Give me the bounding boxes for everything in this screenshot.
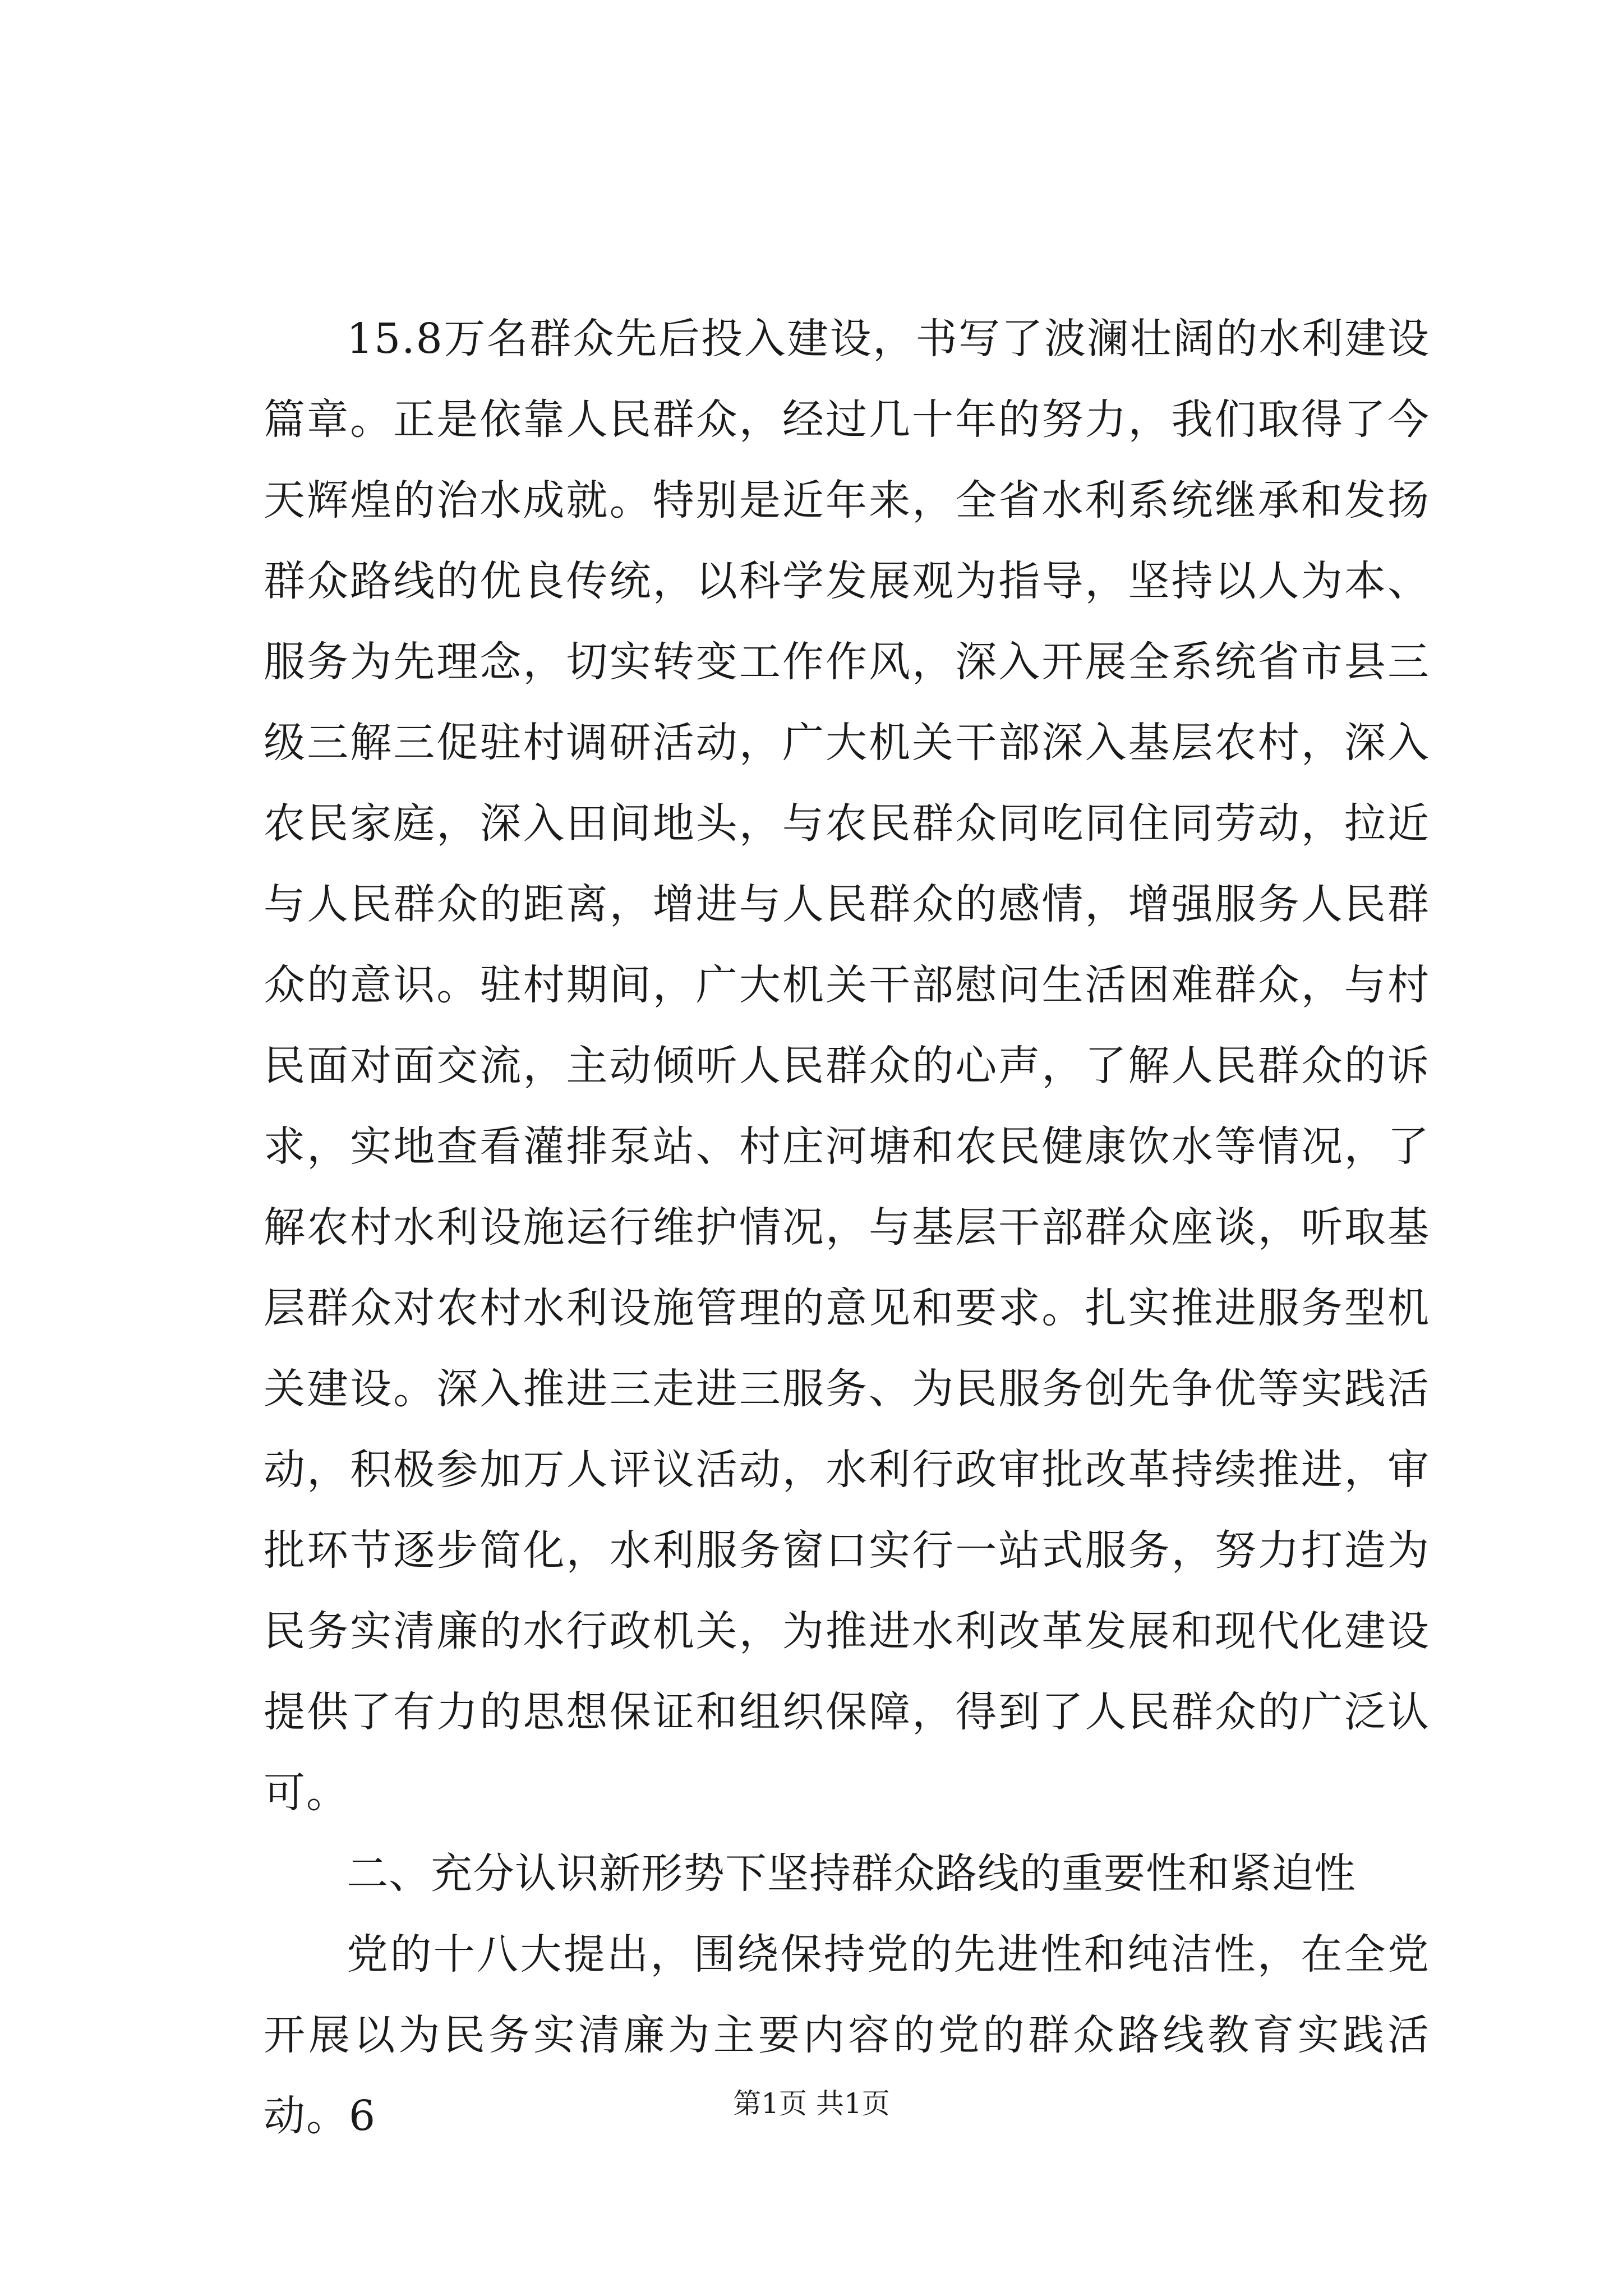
section-heading-mass-line-importance: 二、充分认识新形势下坚持群众路线的重要性和紧迫性 xyxy=(347,1849,1356,1898)
document-body xyxy=(264,298,1430,2156)
paragraph-eighteenth-congress: 党的十八大提出，围绕保持党的先进性和纯洁性，在全党开展以为民务实清廉为主要内容的党的群众路线教育实践活动。6 xyxy=(264,1930,1430,2140)
page-footer: 第1页 共1页 xyxy=(733,2087,890,2120)
paragraph-water-conservancy-achievements: 15.8万名群众先后投入建设，书写了波澜壮阔的水利建设篇章。正是依靠人民群众，经过几十年的努力，我们取得了今天辉煌的治水成就。特别是近年来，全省水利系统继承和发扬群众路线的优良传统，以科学发展观为指导，坚持以人为本、服务为先理念，切实转变工作作风，深入开展全系统省市县三级三解三促驻村调研活动，广大机关干部深入基层农村，深入农民家庭，深入田间地头，与农民群众同吃同住同劳动，拉近与人民群众的距离，增进与人民群众的感情，增强服务人民群众的意识。驻村期间，广大机关干部慰问生活困难群众，与村民面对面交流，主动倾听人民群众的心声，了解人民群众的诉求，实地查看灌排泵站、村庄河塘和农民健康饮水等情况，了解农村水利设施运行维护情况，与基层干部群众座谈，听取基层群众对农村水利设施管理的意见和要求。扎实推进服务型机关建设。深入推进三走进三服务、为民服务创先争优等实践活动，积极参加万人评议活动，水利行政审批改革持续推进，审批环节逐步简化，水利服务窗口实行一站式服务，努力打造为民务实清廉的水行政机关，为推进水利改革发展和现代化建设提供了有力的思想保证和组织保障，得到了人民群众的广泛认可。 xyxy=(264,315,1430,1817)
